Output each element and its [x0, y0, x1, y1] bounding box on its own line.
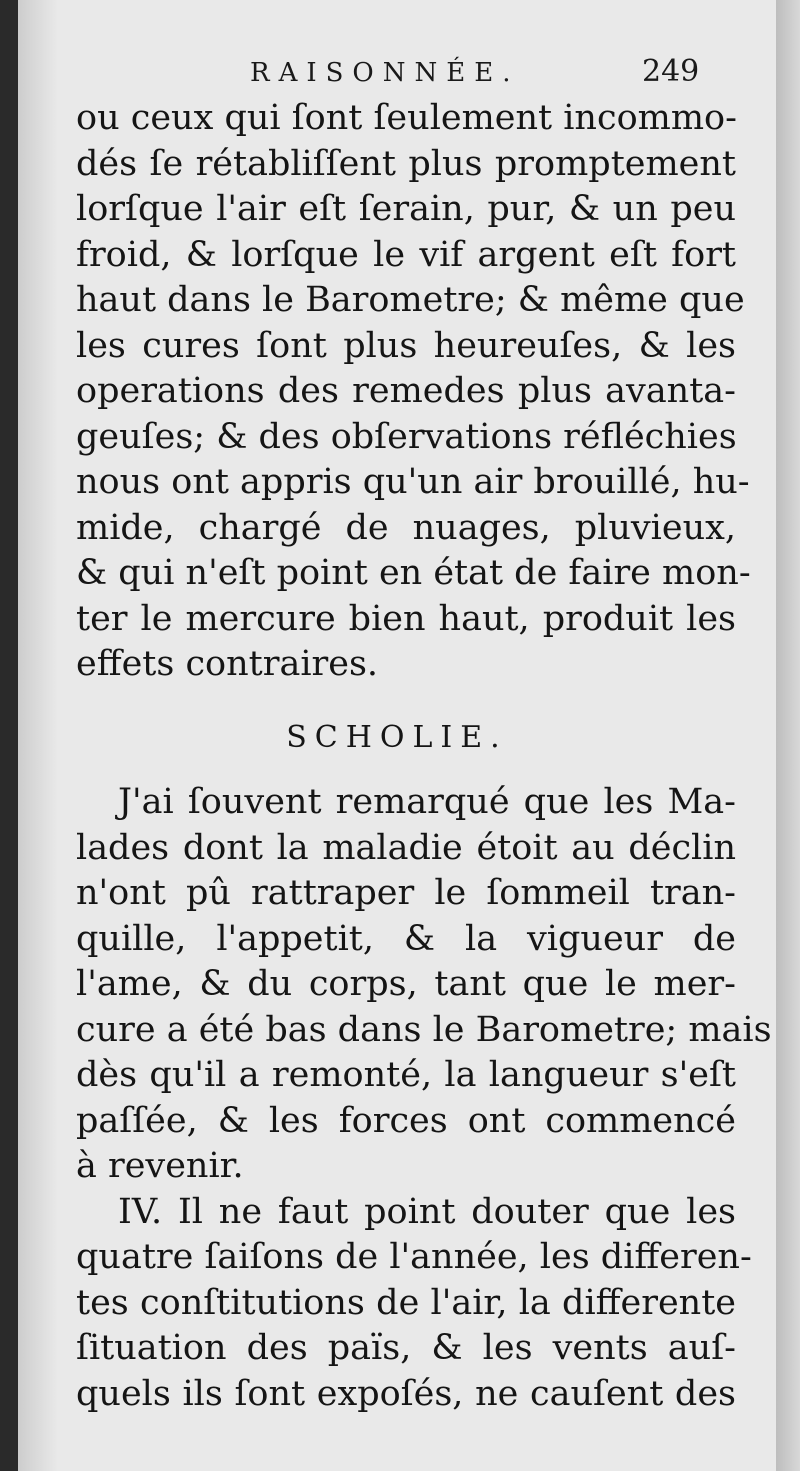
running-head: RAISONNÉE.	[250, 58, 520, 88]
text-line: effets contraires.	[76, 644, 379, 684]
text-line: quels ils ſont expoſés, ne cauſent des	[76, 1373, 736, 1414]
page-header	[18, 54, 776, 98]
text-line: mide, chargé de nuages, pluvieux,	[76, 507, 736, 548]
text-line: operations des remedes plus avanta-	[76, 371, 736, 411]
text-line: cure a été bas dans le Barometre; mais	[76, 1009, 772, 1050]
text-line: ou ceux qui ſont ſeulement incommo-	[76, 98, 737, 138]
text-line: dés ſe rétabliſſent plus promptement	[76, 143, 736, 184]
text-line: quatre ſaiſons de l'année, les differen-	[76, 1237, 752, 1277]
text-line: ter le mercure bien haut, produit les	[76, 598, 736, 639]
text-line: à revenir.	[76, 1146, 244, 1186]
text-line: nous ont appris qu'un air brouillé, hu-	[76, 462, 750, 502]
scholie-and-section-text	[76, 780, 772, 1417]
text-line: lades dont la maladie étoit au déclin	[76, 827, 736, 868]
text-line: ſituation des païs, & les vents auſ-	[76, 1328, 736, 1368]
text-line: quille, l'appetit, & la vigueur de	[76, 918, 736, 959]
page-number: 249	[642, 54, 700, 89]
text-line: n'ont pû rattraper le ſommeil tran-	[76, 873, 736, 913]
text-line: tes conſtitutions de l'air, la differente	[76, 1282, 736, 1323]
text-line: les cures ſont plus heureuſes, & les	[76, 325, 736, 366]
text-line: l'ame, & du corps, tant que le mer-	[76, 964, 736, 1004]
text-line: geuſes; & des obſervations réfléchies	[76, 416, 737, 457]
text-line: dès qu'il a remonté, la langueur s'eſt	[76, 1055, 736, 1095]
text-line: lorſque l'air eſt ſerain, pur, & un peu	[76, 189, 736, 229]
paragraph-continued	[76, 96, 751, 688]
text-line: froid, & lorſque le vif argent eſt fort	[76, 234, 736, 275]
scholie-heading: SCHOLIE.	[286, 720, 508, 755]
text-line: & qui n'eſt point en état de faire mon-	[76, 553, 751, 593]
page-edge	[776, 0, 800, 1471]
text-line: paſſée, & les forces ont commencé	[76, 1100, 736, 1141]
text-line: haut dans le Barometre; & même que	[76, 280, 745, 320]
text-line: J'ai ſouvent remarqué que les Ma-	[118, 782, 736, 822]
text-line: IV. Il ne faut point douter que les	[118, 1191, 736, 1232]
book-page	[18, 0, 776, 1471]
